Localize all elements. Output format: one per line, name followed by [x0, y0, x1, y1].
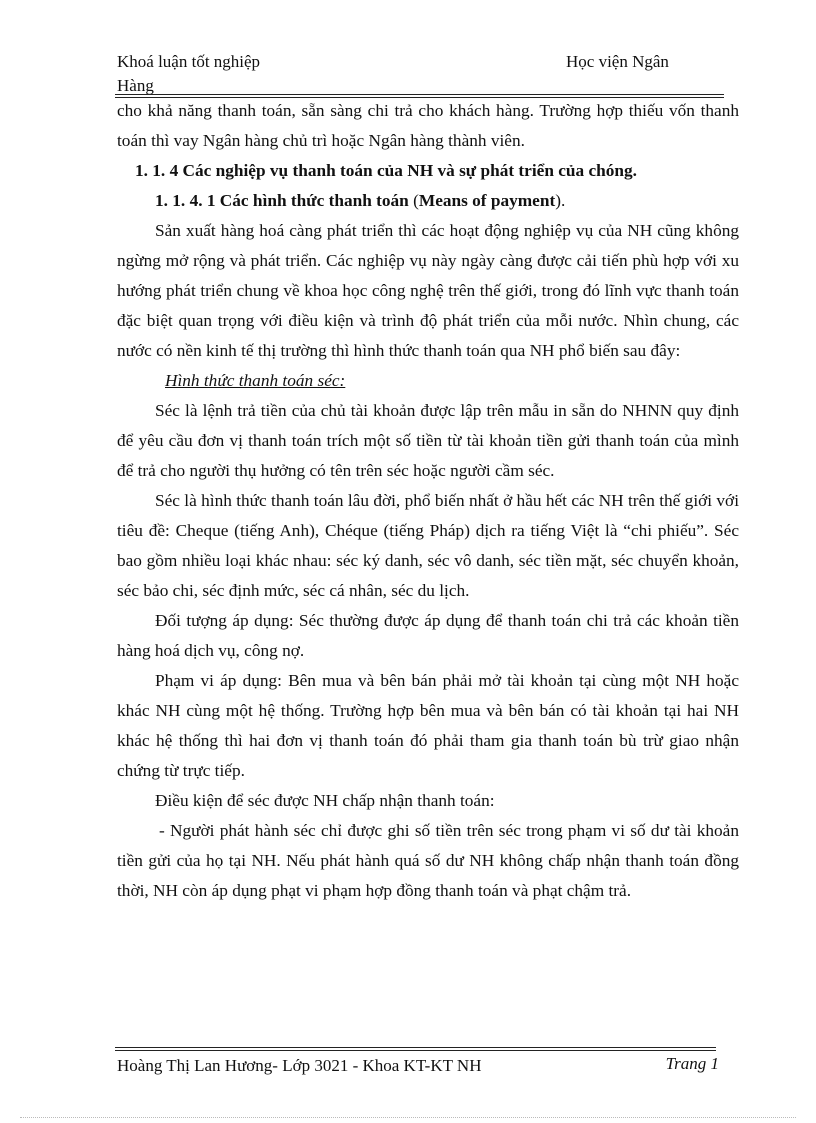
header-institution-wrap: Hàng [117, 76, 154, 95]
subsection-heading-paren-open: ( [413, 191, 419, 210]
paragraph-continued: cho khả năng thanh toán, sẵn sàng chi trả cho khách hàng. Trường hợp thiếu vốn thanh toán thì vay Ngân hàng chủ trì hoặc Ngân hàng thành viên. [117, 101, 739, 150]
page-bottom-border [20, 1117, 796, 1118]
section-heading: 1. 1. 4 Các nghiệp vụ thanh toán của NH và sự phát triển của chóng. [135, 161, 637, 180]
subheading-cheque: Hình thức thanh toán séc: [165, 371, 346, 390]
footer-rule [115, 1047, 716, 1048]
subsection-heading [117, 186, 739, 216]
subsection-heading-paren-close: ). [555, 191, 566, 210]
page-number: Trang 1 [665, 1054, 719, 1073]
footer-rule-thin [115, 1050, 716, 1051]
header-institution-label: Học viện Ngân [566, 52, 669, 71]
paragraph-cheque-definition: Séc là lệnh trả tiền của chủ tài khoản được lập trên mẫu in sẵn do NHNN quy định để yêu cầu đơn vị thanh toán trích một số tiền từ tài khoản tiền gửi thanh toán của mình để trả cho người thụ hưởng có tên trên séc hoặc người cầm séc. [117, 401, 739, 480]
footer-author: Hoàng Thị Lan Hương- Lớp 3021 - Khoa KT-KT NH [117, 1056, 482, 1075]
subsection-heading-english: Means of payment [418, 191, 556, 210]
paragraph-cheque-history: Séc là hình thức thanh toán lâu đời, phổ biến nhất ở hầu hết các NH trên thế giới với tiêu đề: Cheque (tiếng Anh), Chéque (tiếng Pháp) dịch ra tiếng Việt là “chi phiếu”. Séc bao gồm nhiều loại khác nhau: séc ký danh, séc vô danh, séc tiền mặt, séc chuyển khoản, séc bảo chi, séc định mức, séc cá nhân, séc du lịch. [117, 491, 739, 600]
header-thesis-label: Khoá luận tốt nghiệp [117, 52, 261, 71]
paragraph-condition-item: - Người phát hành séc chỉ được ghi số tiền trên séc trong phạm vi số dư tài khoản tiền gửi của họ tại NH. Nếu phát hành quá số dư NH không chấp nhận thanh toán đồng thời, NH còn áp dụng phạt vi phạm hợp đồng thanh toán và phạt chậm trả. [117, 821, 739, 900]
document-body [117, 96, 739, 906]
paragraph-conditions: Điều kiện để séc được NH chấp nhận thanh toán: [155, 791, 495, 810]
paragraph-intro: Sản xuất hàng hoá càng phát triển thì các hoạt động nghiệp vụ của NH cũng không ngừng mở rộng và phát triển. Các nghiệp vụ này ngày càng được cải tiến phù hợp với xu hướng phát triển chung về khoa học công nghệ trên thế giới, trong đó lĩnh vực thanh toán đặc biệt quan trọng với điều kiện và trình độ phát triển của mỗi nước. Nhìn chung, các nước có nền kinh tế thị trường thì hình thức thanh toán qua NH phổ biến sau đây: [117, 221, 739, 360]
paragraph-scope-subject: Đối tượng áp dụng: Séc thường được áp dụng để thanh toán chi trả các khoản tiền hàng hoá dịch vụ, công nợ. [117, 611, 739, 660]
subsection-heading-title: 1. 1. 4. 1 Các hình thức thanh toán [155, 191, 409, 210]
paragraph-scope-range: Phạm vi áp dụng: Bên mua và bên bán phải mở tài khoản tại cùng một NH hoặc khác NH cùng một hệ thống. Trường hợp bên mua và bên bán có tài khoản tại hai NH khác hệ thống thì hai đơn vị thanh toán đó phải tham gia thanh toán bù trừ giao nhận chứng từ trực tiếp. [117, 671, 739, 780]
header-rule [115, 94, 724, 95]
